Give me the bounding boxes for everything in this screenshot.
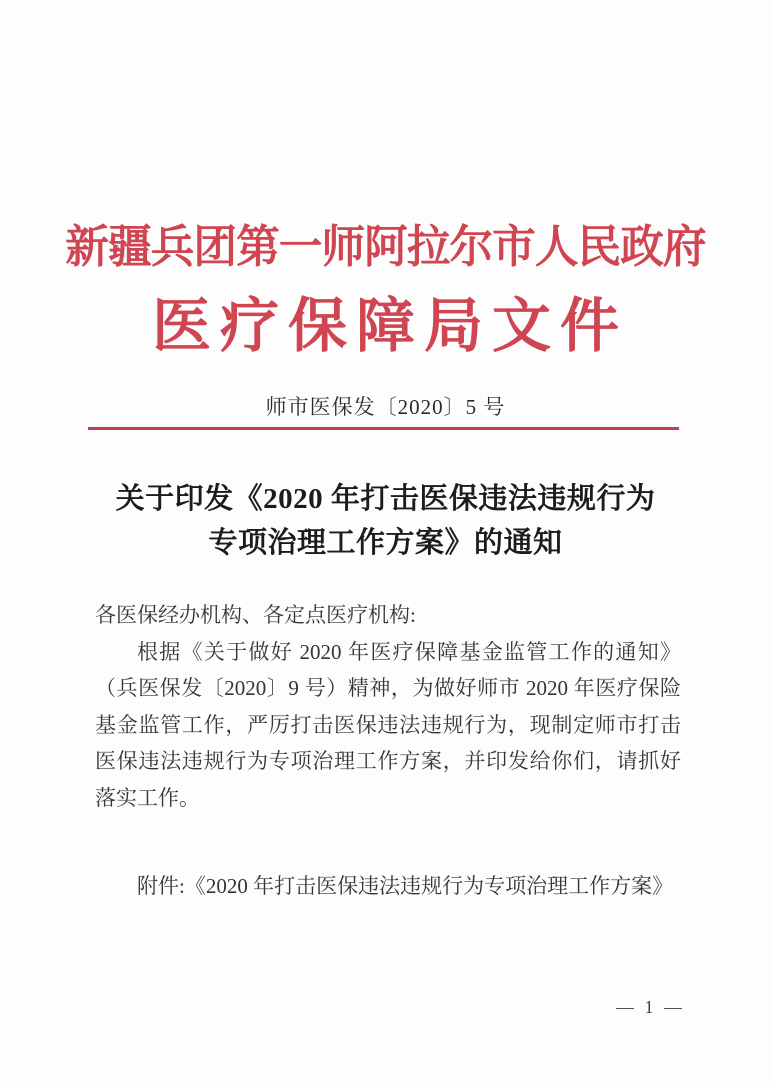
document-title bbox=[0, 477, 771, 565]
document-reference-number: 师市医保发〔2020〕5 号 bbox=[265, 395, 506, 419]
recipients-salutation: 各医保经办机构、各定点医疗机构: bbox=[95, 603, 416, 627]
document-body bbox=[95, 597, 681, 905]
issuing-bureau-document-label: 医疗保障局文件 bbox=[151, 293, 628, 359]
document-title-line2: 专项治理工作方案》的通知 bbox=[208, 527, 563, 559]
attachment-reference: 附件:《2020 年打击医保违法违规行为专项治理工作方案》 bbox=[137, 874, 674, 898]
notice-main-paragraph: 根据《关于做好 2020 年医疗保障基金监管工作的通知》（兵医保发〔2020〕9 号）精神，为做好师市 2020 年医疗保险基金监管工作，严厉打击医保违法违规行为，现制定师市打击医保违法违规行为专项治理工作方案，并印发给你们，请抓好落实工作。 bbox=[95, 639, 681, 810]
page-number: — 1 — bbox=[616, 997, 685, 1017]
red-divider-line bbox=[88, 427, 679, 430]
issuing-government-name: 新疆兵团第一师阿拉尔市人民政府 bbox=[65, 222, 706, 272]
document-title-line1: 关于印发《2020 年打击医保违法违规行为 bbox=[115, 483, 656, 515]
